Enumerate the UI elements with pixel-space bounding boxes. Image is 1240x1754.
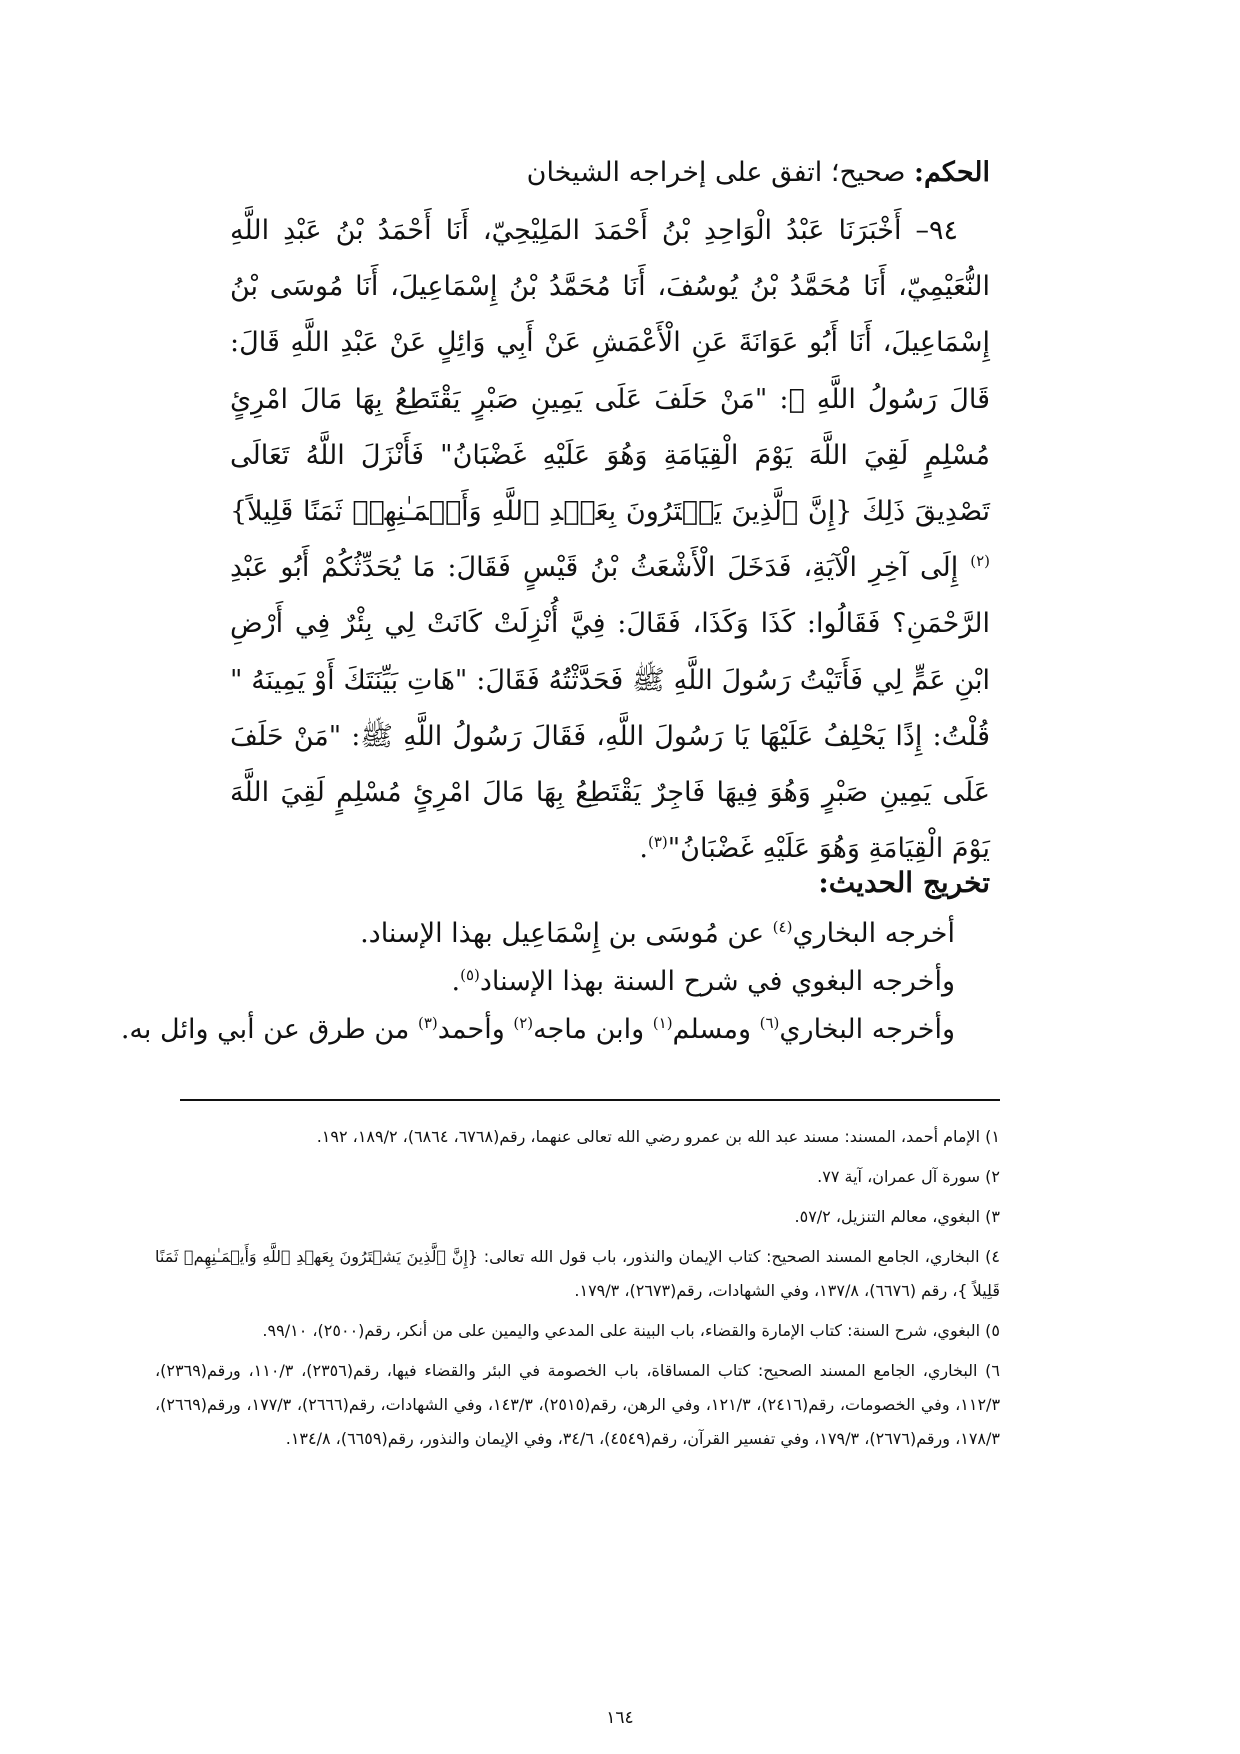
takhrij-text: ومسلم — [672, 1014, 760, 1045]
footnote-4: ٤) البخاري، الجامع المسند الصحيح: كتاب الإيمان والنذور، باب قول الله تعالى: {إِنَّ ٱلَّذِينَ يَشۡتَرُونَ بِعَهۡدِ ٱللَّهِ وَأَيۡمَـٰنِهِمۡ ثَمَنًا قَلِيلاً }، رقم (٦٦٧٦)، ١٣٧/٨، وفي الشهادات، رقم(٢٦٧٣)، ١٧٩/٣. — [155, 1247, 1000, 1300]
ruling-label: الحكم: — [913, 157, 990, 188]
ruling-text: صحيح؛ اتفق على إخراجه الشيخان — [526, 157, 914, 188]
page-number: ١٦٤ — [606, 1708, 634, 1728]
hadith-number: ٩٤– — [901, 215, 958, 246]
footnote-3: ٣) البغوي، معالم التنزيل، ٥٧/٢. — [794, 1207, 1000, 1226]
takhrij-text: عن مُوسَى بن إِسْمَاعِيل بهذا الإسناد. — [360, 918, 773, 949]
takhrij-text: من طرق عن أبي وائل به. — [120, 1014, 418, 1045]
takhrij-text: . — [451, 966, 461, 997]
takhrij-line-3 — [120, 1006, 955, 1054]
footnote-2: ٢) سورة آل عمران، آية ٧٧. — [817, 1167, 1000, 1186]
footnote-5: ٥) البغوي، شرح السنة: كتاب الإمارة والقضاء، باب البينة على المدعي واليمين على من أنكر، رقم(٢٥٠٠)، ٩٩/١٠. — [262, 1321, 1000, 1340]
takhrij-line-2 — [235, 958, 955, 1006]
footnote-ref-6[interactable]: (٦) — [759, 1014, 780, 1032]
hadith-end: . — [639, 833, 648, 865]
footnote-ref-3[interactable]: (٣) — [647, 833, 668, 852]
ruling-line — [230, 153, 990, 193]
takhrij-text: وأحمد — [437, 1014, 514, 1045]
footnote-ref-5[interactable]: (٥) — [460, 966, 480, 984]
takhrij-text: وأخرجه البخاري — [779, 1014, 955, 1045]
footnote-divider — [180, 1099, 1000, 1101]
takhrij-heading: تخريج الحديث: — [818, 866, 990, 899]
hadith-text — [230, 203, 990, 877]
footnote-ref-2[interactable]: (٢) — [970, 552, 990, 571]
takhrij-section — [120, 910, 955, 1054]
takhrij-text: وأخرجه البغوي في شرح السنة بهذا الإسناد — [479, 966, 955, 997]
footnote-ref-4[interactable]: (٤) — [772, 918, 793, 936]
footnote-ref-1[interactable]: (١) — [652, 1014, 673, 1032]
takhrij-line-1 — [235, 910, 955, 958]
takhrij-text: وابن ماجه — [533, 1014, 653, 1045]
hadith-text-part1: أَخْبَرَنَا عَبْدُ الْوَاحِدِ بْنُ أَحْمَدَ المَلِيْحِيّ، أَنَا أَحْمَدُ بْنُ عَبْدِ اللَّهِ النُّعَيْمِيّ، أَنَا مُحَمَّدُ بْنُ يُوسُفَ، أَنَا مُحَمَّدُ بْنُ إِسْمَاعِيلَ، أَنَا مُوسَى بْنُ إِسْمَاعِيلَ، أَنَا أَبُو عَوَانَةَ عَنِ الْأَعْمَشِ عَنْ أَبِي وَائِلٍ عَنْ عَبْدِ اللَّهِ قَالَ: قَالَ رَسُولُ اللَّهِ ﷺ: "مَنْ حَلَفَ عَلَى يَمِينِ صَبْرٍ يَقْتَطِعُ بِهَا مَالَ امْرِئٍ مُسْلِمٍ لَقِيَ اللَّهَ يَوْمَ الْقِيَامَةِ وَهُوَ عَلَيْهِ غَضْبَانُ" فَأَنْزَلَ اللَّهُ تَعَالَى تَصْدِيقَ ذَلِكَ {إِنَّ ٱلَّذِينَ يَشۡتَرُونَ بِعَهۡدِ ٱللَّهِ وَأَيۡمَـٰنِهِمۡ ثَمَنًا قَلِيلاً} — [230, 215, 990, 528]
footnote-6: ٦) البخاري، الجامع المسند الصحيح: كتاب المساقاة، باب الخصومة في البئر والقضاء فيها، رقم(٢٣٥٦)، ١١٠/٣، ورقم(٢٣٦٩)، ١١٢/٣، وفي الخصومات، رقم(٢٤١٦)، ١٢١/٣، وفي الرهن، رقم(٢٥١٥)، ١٤٣/٣، وفي الشهادات، رقم(٢٦٦٦)، ١٧٧/٣، ورقم(٢٦٦٩)، ١٧٨/٣، ورقم(٢٦٧٦)، ١٧٩/٣، وفي تفسير القرآن، رقم(٤٥٤٩)، ٣٤/٦، وفي الإيمان والنذور، رقم(٦٦٥٩)، ١٣٤/٨. — [155, 1361, 1001, 1448]
hadith-paragraph — [230, 203, 990, 877]
takhrij-text: أخرجه البخاري — [792, 918, 955, 949]
footnote-ref-3b[interactable]: (٣) — [417, 1014, 438, 1032]
footnote-ref-2b[interactable]: (٢) — [513, 1014, 534, 1032]
footnote-1: ١) الإمام أحمد، المسند: مسند عبد الله بن عمرو رضي الله تعالى عنهما، رقم(٦٧٦٨، ٦٨٦٤)، ١٨٩/٢، ١٩٢. — [316, 1127, 1000, 1146]
footnotes — [155, 1120, 1000, 1462]
hadith-text-part2: إِلَى آخِرِ الْآيَةِ، فَدَخَلَ الْأَشْعَثُ بْنُ قَيْسٍ فَقَالَ: مَا يُحَدِّثُكُمْ أَبُو عَبْدِ الرَّحْمَنِ؟ فَقَالُوا: كَذَا وَكَذَا، فَقَالَ: فِيَّ أُنْزِلَتْ كَانَتْ لِي بِئْرٌ فِي أَرْضِ ابْنِ عَمٍّ لِي فَأَتَيْتُ رَسُولَ اللَّهِ ﷺ فَحَدَّثْتُهُ فَقَالَ: "هَاتِ بَيِّنَتَكَ أَوْ يَمِينَهُ " قُلْتُ: إِذًا يَحْلِفُ عَلَيْهَا يَا رَسُولَ اللَّهِ، فَقَالَ رَسُولُ اللَّهِ ﷺ: "مَنْ حَلَفَ عَلَى يَمِينِ صَبْرٍ وَهُوَ فِيهَا فَاجِرٌ يَقْتَطِعُ بِهَا مَالَ امْرِئٍ مُسْلِمٍ لَقِيَ اللَّهَ يَوْمَ الْقِيَامَةِ وَهُوَ عَلَيْهِ غَضْبَانُ" — [230, 552, 990, 865]
